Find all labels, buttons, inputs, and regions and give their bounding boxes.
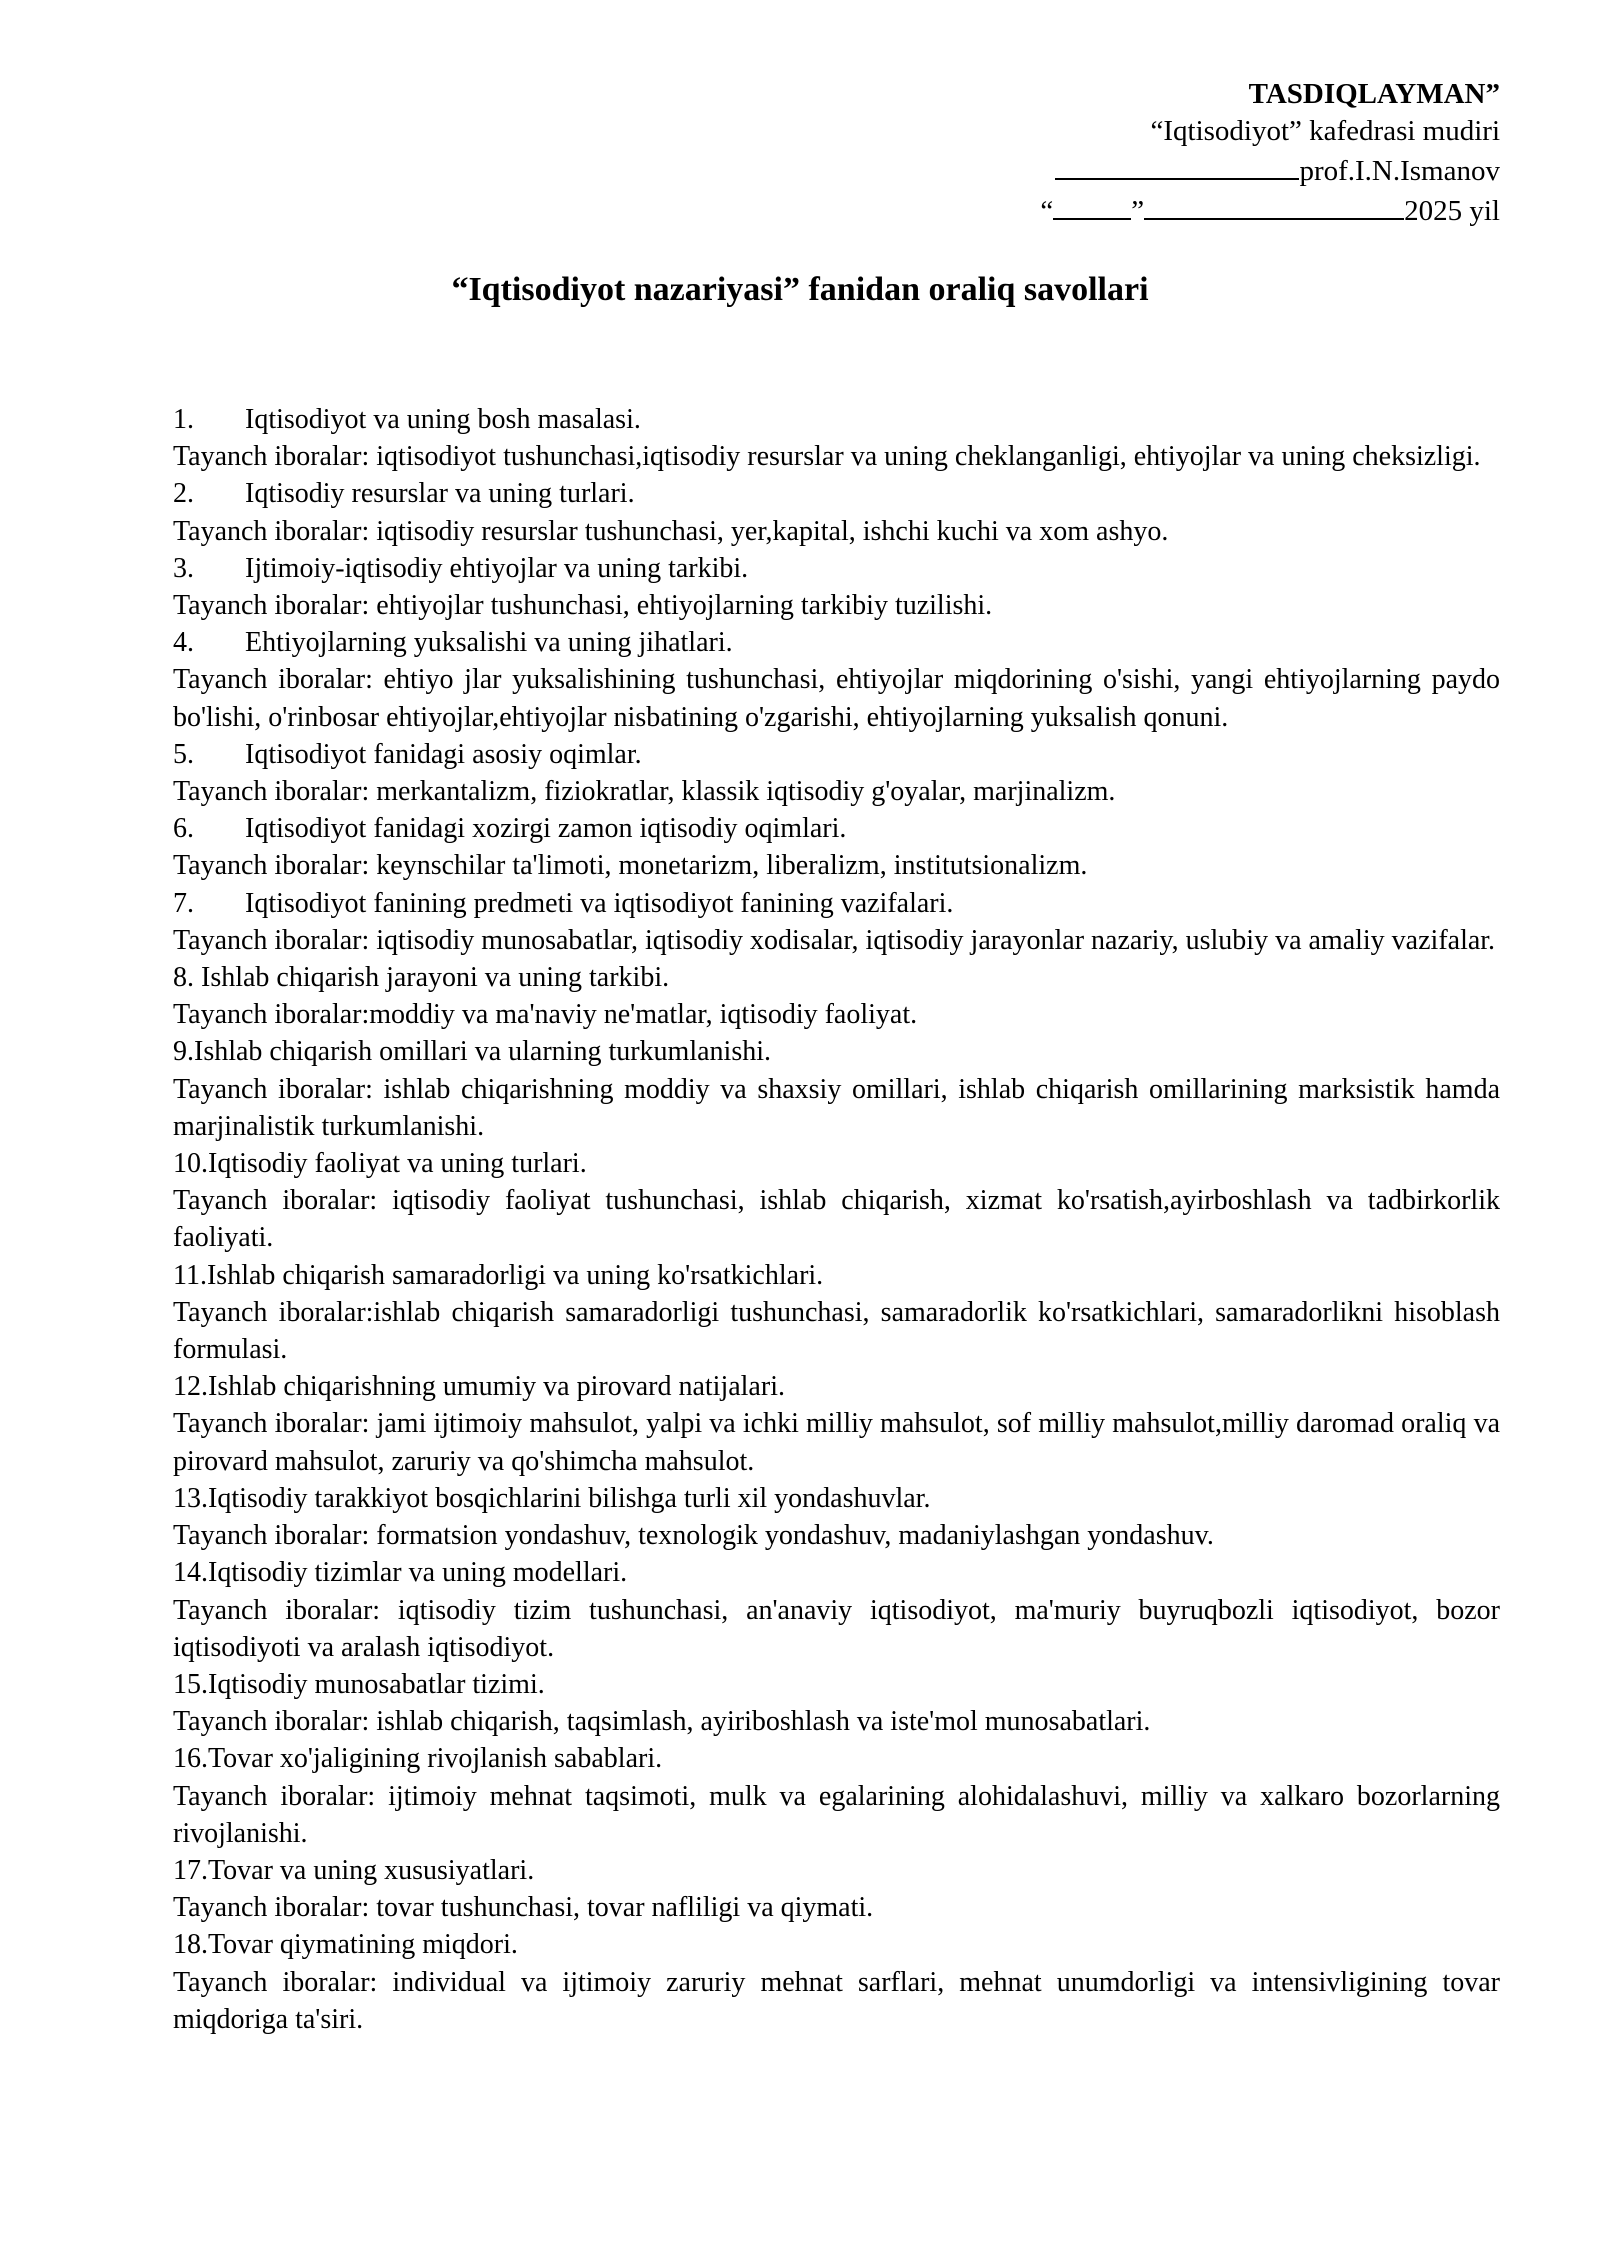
question-text: Iqtisodiyot fanining predmeti va iqtisodiyot fanining vazifalari.	[245, 887, 954, 919]
date-close-quote: ”	[1131, 195, 1145, 227]
question-keywords: Tayanch iboralar: ijtimoiy mehnat taqsimoti, mulk va egalarining alohidalashuvi, milliy va xalkaro bozorlarning rivojlanishi.	[173, 1780, 1500, 1849]
question-item	[173, 959, 1500, 996]
question-text: Tovar qiymatining miqdori.	[208, 1929, 518, 1961]
approval-block	[1040, 76, 1500, 230]
question-keywords: Tayanch iboralar: iqtisodiy faoliyat tushunchasi, ishlab chiqarish, xizmat ko'rsatish,ayirboshlash va tadbirkorlik faoliyati.	[173, 1185, 1500, 1254]
question-text: Iqtisodiy munosabatlar tizimi.	[208, 1668, 545, 1700]
question-item	[173, 1033, 1500, 1070]
question-number: 9.	[173, 1036, 194, 1068]
question-number: 11.	[173, 1259, 207, 1291]
question-item	[173, 810, 1500, 847]
question-text: Ishlab chiqarishning umumiy va pirovard natijalari.	[208, 1371, 785, 1403]
question-item	[173, 401, 1500, 438]
question-text: Iqtisodiy resurslar va uning turlari.	[245, 478, 635, 510]
question-keywords: Tayanch iboralar: ishlab chiqarishning moddiy va shaxsiy omillari, ishlab chiqarish omillarining marksistik hamda marjinalistik turkumlanishi.	[173, 1073, 1500, 1142]
question-number: 6.	[173, 813, 194, 845]
question-item	[173, 1740, 1500, 1777]
question-item	[173, 1368, 1500, 1405]
question-keywords: Tayanch iboralar: formatsion yondashuv, texnologik yondashuv, madaniylashgan yondashuv.	[173, 1520, 1214, 1552]
question-keywords: Tayanch iboralar: jami ijtimoiy mahsulot, yalpi va ichki milliy mahsulot, sof milliy mahsulot,milliy daromad oraliq va pirovard mahsulot, zaruriy va qo'shimcha mahsulot.	[173, 1408, 1500, 1477]
question-text: Iqtisodiyot fanidagi xozirgi zamon iqtisodiy oqimlari.	[245, 813, 847, 845]
question-number: 13.	[173, 1482, 208, 1514]
question-keywords: Tayanch iboralar: merkantalizm, fiziokratlar, klassik iqtisodiy g'oyalar, marjinalizm.	[173, 776, 1116, 808]
question-text: Ishlab chiqarish samaradorligi va uning ko'rsatkichlari.	[206, 1259, 824, 1291]
question-number: 4.	[173, 627, 194, 659]
question-number: 3.	[173, 552, 194, 584]
question-item	[173, 1554, 1500, 1591]
question-number: 8.	[173, 962, 194, 994]
approval-title: TASDIQLAYMAN”	[1248, 78, 1500, 110]
question-keywords: Tayanch iboralar: tovar tushunchasi, tovar nafliligi va qiymati.	[173, 1892, 874, 1924]
approval-year: 2025 yil	[1404, 195, 1500, 227]
approval-signature-line	[1040, 150, 1500, 190]
question-number: 15.	[173, 1668, 208, 1700]
signature-blank	[1055, 150, 1299, 180]
question-text: Iqtisodiyot fanidagi asosiy oqimlar.	[245, 738, 642, 770]
question-keywords: Tayanch iboralar: keynschilar ta'limoti, monetarizm, liberalizm, institutsionalizm.	[173, 850, 1088, 882]
question-item	[173, 624, 1500, 661]
question-text: Ishlab chiqarish jarayoni va uning tarkibi.	[194, 962, 670, 994]
questions-list	[173, 401, 1500, 2038]
approval-position: “Iqtisodiyot” kafedrasi mudiri	[1150, 115, 1500, 147]
question-number: 12.	[173, 1371, 208, 1403]
question-keywords: Tayanch iboralar:moddiy va ma'naviy ne'matlar, iqtisodiy faoliyat.	[173, 999, 918, 1031]
question-item	[173, 550, 1500, 587]
question-text: Ishlab chiqarish omillari va ularning turkumlanishi.	[194, 1036, 771, 1068]
question-number: 1.	[173, 404, 194, 435]
question-number: 18.	[173, 1929, 208, 1961]
question-number: 7.	[173, 887, 194, 919]
question-item	[173, 1852, 1500, 1889]
question-keywords: Tayanch iboralar: ishlab chiqarish, taqsimlash, ayiriboshlash va iste'mol munosabatlari.	[173, 1706, 1151, 1738]
month-blank	[1144, 190, 1404, 220]
question-number: 10.	[173, 1148, 208, 1180]
question-keywords: Tayanch iboralar: iqtisodiy munosabatlar, iqtisodiy xodisalar, iqtisodiy jarayonlar nazariy, uslubiy va amaliy vazifalar.	[173, 924, 1496, 956]
question-text: Iqtisodiy tizimlar va uning modellari.	[208, 1557, 628, 1589]
question-number: 16.	[173, 1743, 208, 1775]
question-item	[173, 1257, 1500, 1294]
question-text: Iqtisodiy faoliyat va uning turlari.	[208, 1148, 587, 1180]
question-item	[173, 736, 1500, 773]
question-item	[173, 1926, 1500, 1963]
approval-signatory: prof.I.N.Ismanov	[1299, 155, 1500, 187]
question-keywords: Tayanch iboralar:ishlab chiqarish samaradorligi tushunchasi, samaradorlik ko'rsatkichlari, samaradorlikni hisoblash formulasi.	[173, 1296, 1500, 1366]
question-number: 5.	[173, 738, 194, 770]
question-item	[173, 1145, 1500, 1182]
question-number: 14.	[173, 1557, 208, 1589]
question-number: 17.	[173, 1854, 208, 1886]
question-keywords: Tayanch iboralar: ehtiyojlar tushunchasi, ehtiyojlarning tarkibiy tuzilishi.	[173, 590, 993, 622]
document-title: “Iqtisodiyot nazariyasi” fanidan oraliq savollari	[451, 271, 1149, 308]
question-keywords: Tayanch iboralar: ehtiyo jlar yuksalishining tushunchasi, ehtiyojlar miqdorining o'sishi, yangi ehtiyojlarning paydo bo'lishi, o'rinbosar ehtiyojlar,ehtiyojlar nisbatining o'zgarishi, ehtiyojlarning yuksalish qonuni.	[173, 664, 1500, 733]
question-number: 2.	[173, 478, 194, 510]
day-blank	[1053, 190, 1131, 220]
question-item	[173, 1666, 1500, 1703]
question-keywords: Tayanch iboralar: individual va ijtimoiy zaruriy mehnat sarflari, mehnat unumdorligi va intensivligining tovar miqdoriga ta'siri.	[173, 1966, 1500, 2035]
question-text: Iqtisodiyot va uning bosh masalasi.	[245, 404, 641, 435]
question-item	[173, 1480, 1500, 1517]
question-item	[173, 885, 1500, 922]
question-text: Ijtimoiy-iqtisodiy ehtiyojlar va uning tarkibi.	[245, 552, 749, 584]
approval-date-line	[1040, 190, 1500, 230]
question-text: Tovar xo'jaligining rivojlanish sabablari.	[208, 1743, 663, 1775]
question-keywords: Tayanch iboralar: iqtisodiyot tushunchasi,iqtisodiy resurslar va uning cheklanganligi, ehtiyojlar va uning cheksizligi.	[173, 441, 1481, 473]
date-open-quote: “	[1040, 195, 1054, 227]
question-text: Tovar va uning xususiyatlari.	[208, 1854, 535, 1886]
question-text: Iqtisodiy tarakkiyot bosqichlarini bilishga turli xil yondashuvlar.	[208, 1482, 931, 1514]
question-keywords: Tayanch iboralar: iqtisodiy resurslar tushunchasi, yer,kapital, ishchi kuchi va xom ashyo.	[173, 515, 1169, 547]
question-text: Ehtiyojlarning yuksalishi va uning jihatlari.	[245, 627, 733, 659]
question-item	[173, 475, 1500, 512]
question-keywords: Tayanch iboralar: iqtisodiy tizim tushunchasi, an'anaviy iqtisodiyot, ma'muriy buyruqbozli iqtisodiyot, bozor iqtisodiyoti va aralash iqtisodiyot.	[173, 1594, 1500, 1663]
